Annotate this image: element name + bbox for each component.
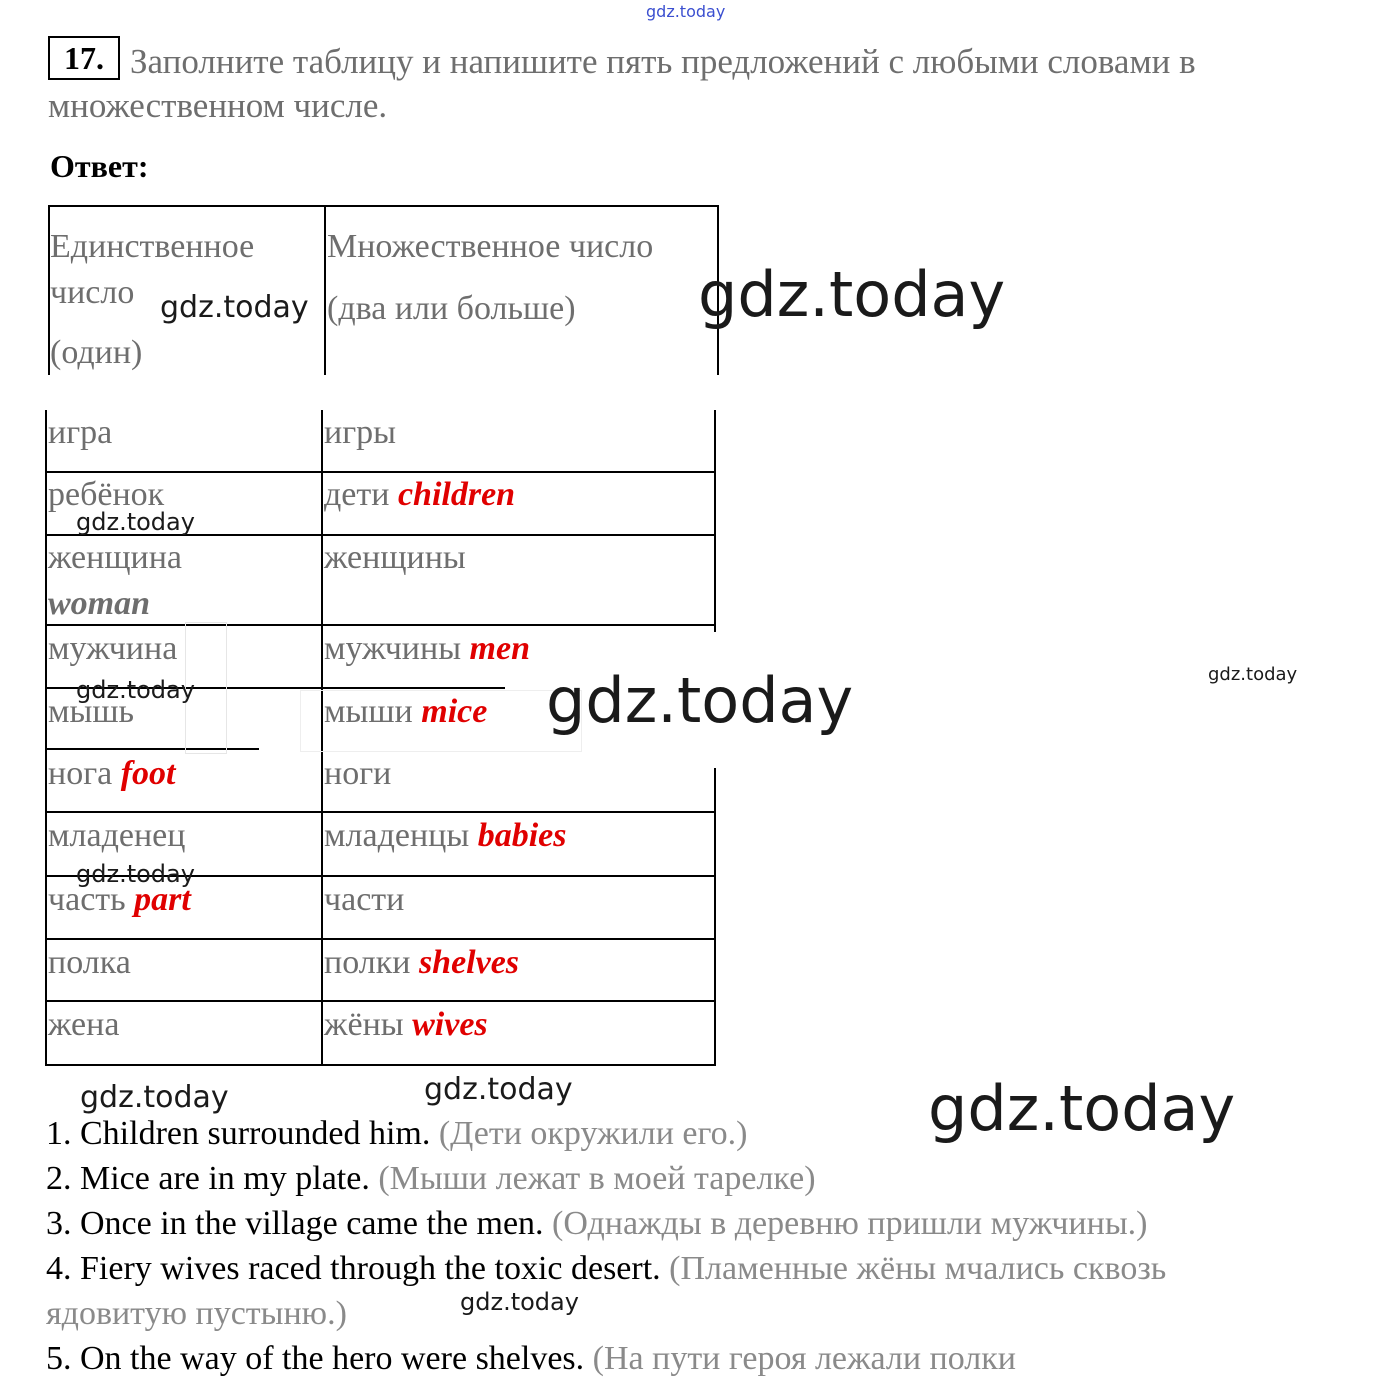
task-line-2: множественном числе. <box>48 86 388 125</box>
row-7-plural: младенцы babies <box>324 817 567 854</box>
row-4-singular: мужчина <box>48 630 178 667</box>
answer-label: Ответ: <box>50 148 149 184</box>
row-6-english: foot <box>120 755 176 792</box>
row-9-english: shelves <box>418 944 520 981</box>
sentence-1: 1. Children surrounded him. (Дети окружили его.) <box>46 1115 748 1152</box>
row-4-english: men <box>469 630 530 667</box>
header-singular-3: (один) <box>50 334 143 371</box>
row-4-plural: мужчины men <box>324 630 530 667</box>
row-3-singular: женщина <box>48 539 182 576</box>
header-plural-2: (два или больше) <box>327 290 576 327</box>
row-3-plural: женщины <box>324 539 466 576</box>
task-number: 17. <box>48 36 120 80</box>
row-10-plural: жёны wives <box>324 1006 488 1043</box>
watermark-sentences: gdz.today <box>460 1288 579 1316</box>
header-plural-1: Множественное число <box>327 228 654 265</box>
header-singular-1: Единственное <box>50 228 255 265</box>
watermark-top: gdz.today <box>646 2 726 21</box>
row-9-singular: полка <box>48 944 131 981</box>
row-8-singular: часть part <box>48 881 191 918</box>
header-singular-2: число <box>50 274 135 311</box>
row-5-english: mice <box>421 693 488 730</box>
row-3-english: woman <box>48 585 151 622</box>
row-8-plural: части <box>324 881 405 918</box>
sentence-3: 3. Once in the village came the men. (Однажды в деревню пришли мужчины.) <box>46 1205 1148 1242</box>
row-5-plural: мыши mice <box>324 693 488 730</box>
sentence-4: 4. Fiery wives raced through the toxic desert. (Пламенные жёны мчались сквозь <box>46 1250 1167 1287</box>
row-10-singular: жена <box>48 1006 120 1043</box>
watermark-row5: gdz.today <box>76 676 195 704</box>
watermark-right-small: gdz.today <box>1208 664 1298 685</box>
row-10-english: wives <box>412 1006 488 1043</box>
watermark-header-right: gdz.today <box>698 258 1006 331</box>
row-1-plural: игры <box>324 414 396 451</box>
sentence-2: 2. Mice are in my plate. (Мыши лежат в моей тарелке) <box>46 1160 816 1197</box>
sentence-5: 5. On the way of the hero were shelves. (На пути героя лежали полки <box>46 1340 1016 1377</box>
row-5-singular: мышь <box>48 693 135 730</box>
row-1-singular: игра <box>48 414 113 451</box>
watermark-header-left: gdz.today <box>160 290 309 325</box>
row-2-singular: ребёнок <box>48 476 165 513</box>
watermark-row2: gdz.today <box>76 508 195 536</box>
row-7-english: babies <box>477 817 567 854</box>
row-8-english: part <box>134 881 191 918</box>
watermark-bottom-left: gdz.today <box>80 1080 229 1115</box>
row-2-english: children <box>397 476 516 513</box>
watermark-bottom-right: gdz.today <box>928 1072 1236 1145</box>
watermark-bottom-mid: gdz.today <box>424 1072 573 1107</box>
row-6-plural: ноги <box>324 755 392 792</box>
row-7-singular: младенец <box>48 817 186 854</box>
row-6-singular: нога foot <box>48 755 176 792</box>
sentence-4-cont: ядовитую пустыню.) <box>46 1295 347 1332</box>
row-9-plural: полки shelves <box>324 944 520 981</box>
task-line-1: Заполните таблицу и напишите пять предложений с любыми словами в <box>130 42 1196 81</box>
watermark-mid-big: gdz.today <box>546 664 854 737</box>
watermark-row8: gdz.today <box>76 860 195 888</box>
row-2-plural: дети children <box>324 476 516 513</box>
